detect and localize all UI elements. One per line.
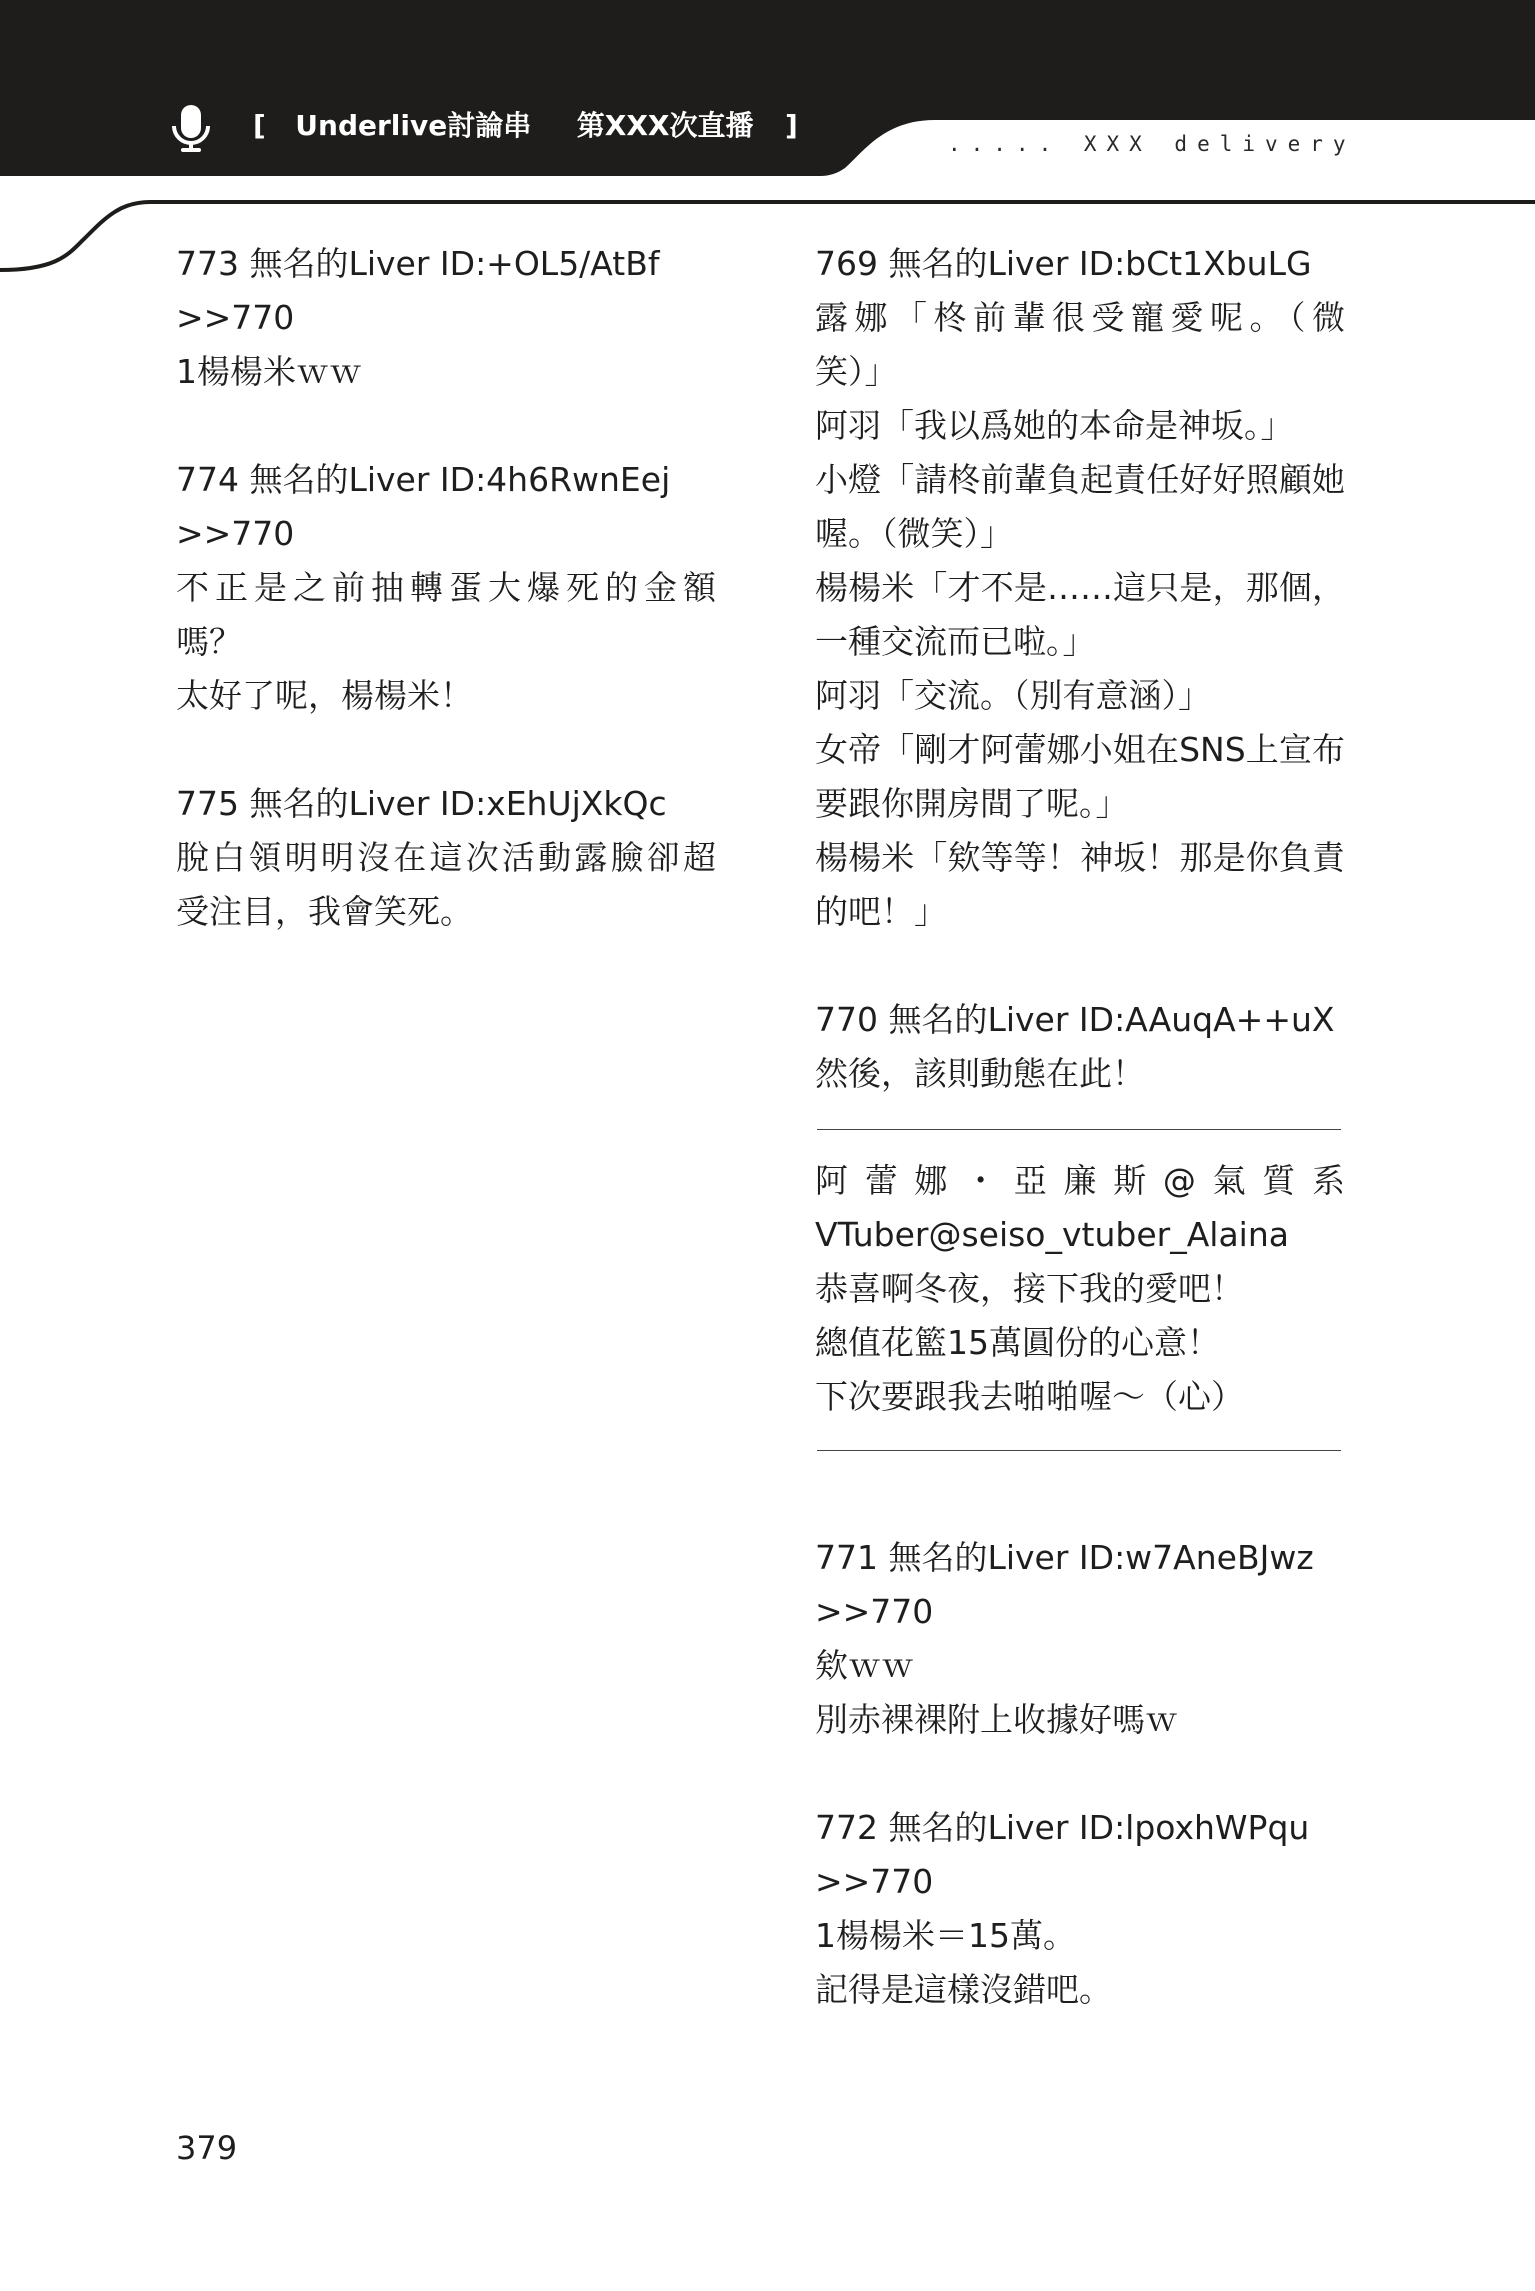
post-771 [815, 1531, 1345, 1747]
bracket-open: [ [253, 109, 266, 142]
post-line: 欸ｗｗ [815, 1646, 914, 1685]
post-769 [815, 237, 1345, 939]
post-line: 女帝「剛才阿蕾娜小姐在SNS上宣布 [815, 730, 1345, 769]
quoted-tweet [815, 1154, 1345, 1424]
post-772 [815, 1801, 1345, 2017]
post-line: 楊楊米「才不是……這只是，那個， [815, 568, 1345, 607]
post-line: 受注目，我會笑死。 [176, 892, 473, 931]
post-line: 一種交流而已啦。」 [815, 622, 1096, 661]
post-line: 記得是這樣沒錯吧。 [815, 1970, 1112, 2009]
quote-line: VTuber@seiso_vtuber_Alaina [815, 1215, 1289, 1254]
bracket-close: ] [785, 109, 798, 142]
post-line: 不正是之前抽轉蛋大爆死的金額 [176, 568, 716, 607]
post-header: 770 無名的Liver ID:AAuqA++uX [815, 1000, 1335, 1039]
post-line: 阿羽「交流。（別有意涵）」 [815, 676, 1211, 715]
post-header: 775 無名的Liver ID:xEhUjXkQc [176, 784, 667, 823]
post-line: 脫白領明明沒在這次活動露臉卻超 [176, 838, 716, 877]
post-line: 的吧！」 [815, 892, 947, 931]
quote-line: 總值花籃15萬圓份的心意！ [815, 1323, 1220, 1362]
quote-divider-top [817, 1129, 1341, 1130]
post-line: >>770 [176, 514, 295, 553]
post-line: 太好了呢，楊楊米！ [176, 676, 473, 715]
header-title [253, 104, 798, 148]
post-header: 769 無名的Liver ID:bCt1XbuLG [815, 244, 1312, 283]
thread-title: Underlive討論串 [295, 109, 532, 142]
post-773 [176, 237, 716, 399]
post-line: 要跟你開房間了呢。」 [815, 784, 1129, 823]
post-line: 然後，該則動態在此！ [815, 1054, 1145, 1093]
post-header: 774 無名的Liver ID:4h6RwnEej [176, 460, 671, 499]
post-line: 1楊楊米＝15萬。 [815, 1916, 1076, 1955]
quote-line: 恭喜啊冬夜，接下我的愛吧！ [815, 1269, 1244, 1308]
page-number: 379 [176, 2129, 238, 2167]
post-header: 772 無名的Liver ID:lpoxhWPqu [815, 1808, 1310, 1847]
quote-line: 阿蕾娜・亞廉斯@氣質系 [815, 1161, 1345, 1200]
post-line: 1楊楊米ｗｗ [176, 352, 362, 391]
post-line: >>770 [815, 1592, 934, 1631]
post-line: 嗎？ [176, 622, 242, 661]
post-line: 笑）」 [815, 352, 898, 391]
left-column [176, 237, 716, 939]
post-770 [815, 993, 1345, 1451]
right-column [815, 237, 1345, 2017]
quote-line: 下次要跟我去啪啪喔～（心） [815, 1377, 1244, 1416]
post-header: 773 無名的Liver ID:+OL5/AtBf [176, 244, 660, 283]
post-line: 阿羽「我以爲她的本命是神坂。」 [815, 406, 1294, 445]
post-line: 喔。（微笑）」 [815, 514, 1013, 553]
post-line: 別赤裸裸附上收據好嗎ｗ [815, 1700, 1178, 1739]
broadcast-number: 第XXX次直播 [576, 109, 754, 142]
post-line: 楊楊米「欸等等！神坂！那是你負責 [815, 838, 1345, 877]
post-775 [176, 777, 716, 939]
post-line: >>770 [815, 1862, 934, 1901]
quote-divider-bottom [817, 1450, 1341, 1451]
post-line: 小燈「請柊前輩負起責任好好照顧她 [815, 460, 1345, 499]
header-subtitle: ..... XXX delivery [948, 132, 1356, 156]
post-line: >>770 [176, 298, 295, 337]
post-header: 771 無名的Liver ID:w7AneBJwz [815, 1538, 1314, 1577]
post-line: 露娜「柊前輩很受寵愛呢。（微 [815, 298, 1345, 337]
post-774 [176, 453, 716, 723]
